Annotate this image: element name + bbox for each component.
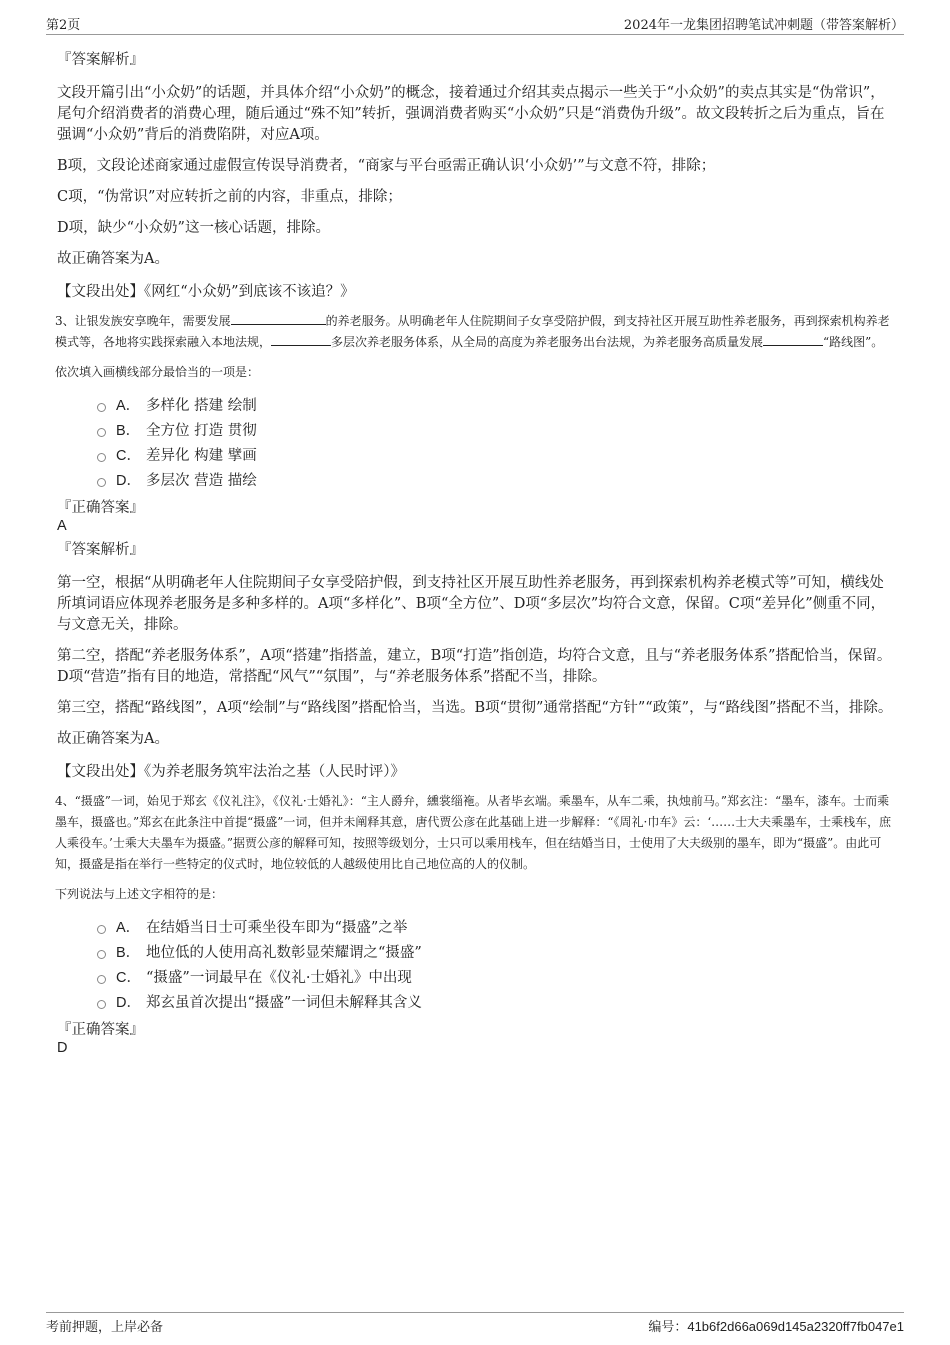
page-header (46, 14, 904, 35)
code-value: 41b6f2d66a069d145a2320ff7fb047e1 (687, 1319, 904, 1334)
question-prompt: 下列说法与上述文字相符的是： (55, 887, 224, 901)
option-d[interactable]: D． 多层次 营造 描绘 (97, 467, 895, 492)
question-prompt: 依次填入画横线部分最恰当的一项是： (55, 365, 260, 379)
question-stem: 3、让银发族安享晚年，需要发展 的养老服务。从明确老年人住院期间子女享受陪护假，到支持社区开展互助性养老服务，再到探索机构养老模式等，各地将实践探索融入本地法规， 多层次养老服务体系，从全局的高度为养老服务出台法规，为养老服务高质量发展 “路线图”。 (55, 314, 890, 349)
radio-icon[interactable] (97, 478, 106, 487)
option-d[interactable]: D． 郑玄虽首次提出“摄盛”一词但未解释其含义 (97, 989, 895, 1014)
option-c[interactable]: C． “摄盛”一词最早在《仪礼·士婚礼》中出现 (97, 964, 895, 989)
question-stem: 4、“摄盛”一词，始见于郑玄《仪礼注》，《仪礼·士婚礼》：“主人爵弁，纁裳缁袘。从者毕玄端。乘墨车，从车二乘，执烛前马。”郑玄注：“墨车，漆车。士而乘墨车，摄盛也。”郑玄在此条注中首提“摄盛”一词，但并未阐释其意，唐代贾公彦在此基础上进一步解释：“《周礼·巾车》云：‘……士大夫乘墨车，士乘栈车，庶人乘役车。’士乘大夫墨车为摄盛。”据贾公彦的解释可知，按照等级划分，士只可以乘用栈车，但在结婚当日，士使用了大夫级别的墨车，即为“摄盛”。由此可知，摄盛是指在举行一些特定的仪式时，地位较低的人越级使用比自己地位高的人的仪制。 (55, 794, 892, 871)
analysis-label: 『答案解析』 (57, 542, 144, 558)
analysis-paragraph: 第三空，搭配“路线图”，A项“绘制”与“路线图”搭配恰当，当选。B项“贯彻”通常搭配“方针”“政策”，与“路线图”搭配不当，排除。 (57, 700, 893, 716)
analysis-paragraph: B项，文段论述商家通过虚假宣传误导消费者，“商家与平台亟需正确认识‘小众奶’”与文意不符，排除； (57, 158, 716, 174)
option-c[interactable]: C． 差异化 构建 擘画 (97, 442, 895, 467)
option-b[interactable]: B． 全方位 打造 贯彻 (97, 417, 895, 442)
analysis-paragraph: C项，“伪常识”对应转折之前的内容，非重点，排除； (57, 189, 402, 205)
radio-icon[interactable] (97, 1000, 106, 1009)
analysis-paragraph: 文段开篇引出“小众奶”的话题，并具体介绍“小众奶”的概念，接着通过介绍其卖点揭示一些关于“小众奶”的卖点其实是“伪常识”，尾句介绍消费者的消费心理，随后通过“殊不知”转折，强调消费者购买“小众奶”只是“消费伪升级”。故文段转折之后为重点，旨在强调“小众奶”背后的消费陷阱，对应A项。 (57, 85, 885, 143)
option-a[interactable]: A． 多样化 搭建 绘制 (97, 392, 895, 417)
correct-answer: A (57, 518, 67, 534)
fill-blank (763, 333, 823, 346)
document-code: 编号：41b6f2d66a069d145a2320ff7fb047e1 (648, 1319, 904, 1335)
answer-label: 『正确答案』 (57, 500, 144, 516)
analysis-paragraph: 故正确答案为A。 (57, 731, 169, 747)
page-number: 第2页 (46, 18, 81, 33)
radio-icon[interactable] (97, 950, 106, 959)
analysis-label: 『答案解析』 (57, 52, 144, 68)
analysis-paragraph: 故正确答案为A。 (57, 251, 169, 267)
radio-icon[interactable] (97, 975, 106, 984)
radio-icon[interactable] (97, 453, 106, 462)
document-title: 2024年一龙集团招聘笔试冲刺题（带答案解析） (623, 18, 904, 33)
fill-blank (271, 333, 331, 346)
answer-label: 『正确答案』 (57, 1022, 144, 1038)
radio-icon[interactable] (97, 403, 106, 412)
radio-icon[interactable] (97, 925, 106, 934)
radio-icon[interactable] (97, 428, 106, 437)
analysis-paragraph: D项，缺少“小众奶”这一核心话题，排除。 (57, 220, 330, 236)
fill-blank (231, 312, 326, 325)
footer-slogan: 考前押题，上岸必备 (46, 1320, 164, 1335)
analysis-paragraph: 第二空，搭配“养老服务体系”，A项“搭建”指搭盖，建立，B项“打造”指创造，均符合文意，且与“养老服务体系”搭配恰当，保留。D项“营造”指有目的地造，常搭配“风气”“氛围”，与“养老服务体系”搭配不当，排除。 (57, 648, 892, 685)
option-b[interactable]: B． 地位低的人使用高礼数彰显荣耀谓之“摄盛” (97, 939, 895, 964)
page-footer (46, 1312, 904, 1335)
page-content (55, 44, 895, 1058)
analysis-paragraph: 第一空，根据“从明确老年人住院期间子女享受陪护假，到支持社区开展互助性养老服务，再到探索机构养老模式等”可知，横线处所填词语应体现养老服务是多种多样的。A项“多样化”、B项“全方位”、D项“多层次”均符合文意，保留。C项“差异化”侧重不同，与文意无关，排除。 (57, 575, 886, 633)
passage-source: 【文段出处】《为养老服务筑牢法治之基（人民时评）》 (57, 764, 405, 780)
correct-answer: D (57, 1040, 68, 1056)
passage-source: 【文段出处】《网红“小众奶”到底该不该追？》 (57, 284, 355, 300)
option-a[interactable]: A． 在结婚当日士可乘坐役车即为“摄盛”之举 (97, 914, 895, 939)
